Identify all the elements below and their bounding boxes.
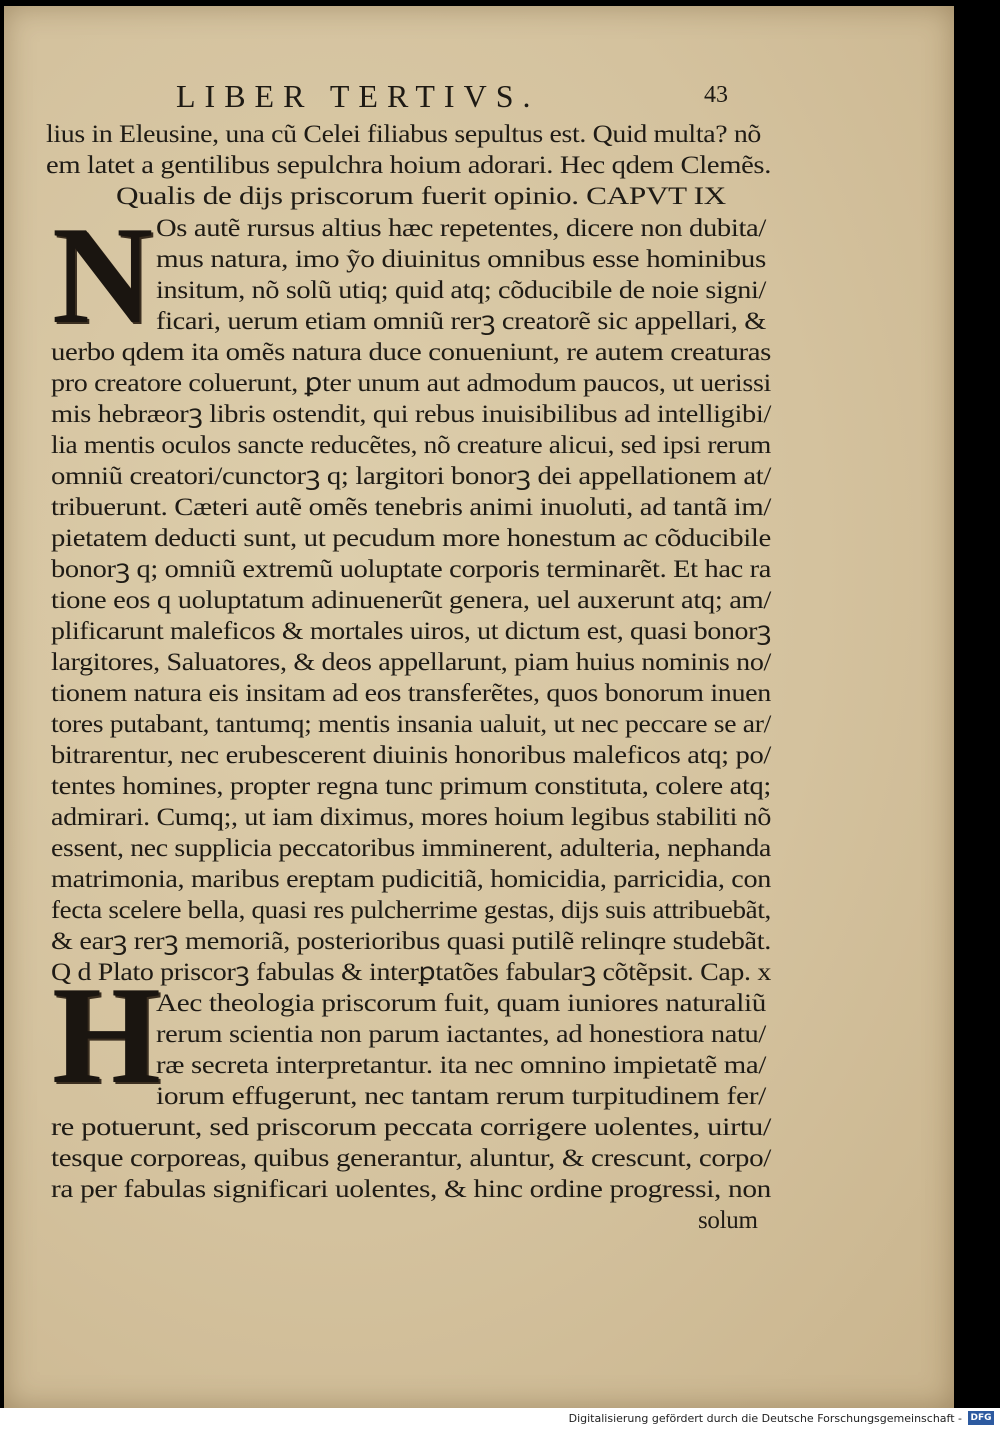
text-line: tionem natura eis insitam ad eos transferẽtes, quos bonorum inuen bbox=[51, 680, 771, 707]
footer-bar bbox=[0, 1408, 1000, 1430]
text-line: tesque corporeas, quibus generantur, aluntur, & crescunt, corpo/ bbox=[51, 1145, 771, 1172]
text-line: pro creatore coluerunt, ꝑter unum aut admodum paucos, ut uerissi bbox=[51, 370, 771, 397]
text-line: tentes homines, propter regna tunc primum constituta, colere atq; bbox=[51, 773, 771, 800]
book-page bbox=[4, 6, 954, 1408]
drop-cap-n: N bbox=[52, 198, 154, 353]
funding-note: Digitalisierung gefördert durch die Deutsche Forschungsgemeinschaft - bbox=[568, 1412, 962, 1425]
text-line: iorum effugerunt, nec tantam rerum turpitudinem fer/ bbox=[156, 1083, 766, 1110]
text-line: pietatem deducti sunt, ut pecudum more honestum ac cõducibile bbox=[51, 525, 771, 552]
text-line: plificarunt maleficos & mortales uiros, ut dictum est, quasi bonorꝫ bbox=[51, 618, 771, 645]
text-line: uerbo qdem ita omẽs natura duce conueniunt, re autem creaturas bbox=[51, 339, 771, 366]
text-line: ficari, uerum etiam omniũ rerꝫ creatorẽ sic appellari, & bbox=[156, 308, 766, 335]
text-line: & earꝫ rerꝫ memoriã, posterioribus quasi putilẽ relinqre studebãt. bbox=[51, 928, 771, 955]
text-line: em latet a gentilibus sepulchra hoium adorari. Hec qdem Clemẽs. bbox=[46, 152, 772, 179]
text-line: mis hebræorꝫ libris ostendit, qui rebus inuisibilibus ad intelligibi/ bbox=[51, 401, 771, 428]
text-line: tores putabant, tantumq; mentis insania ualuit, ut nec peccare se ar/ bbox=[51, 711, 772, 738]
drop-cap-h: H bbox=[52, 958, 161, 1113]
text-line: fecta scelere bella, quasi res pulcherrime gestas, dijs suis attribuebãt, bbox=[51, 897, 771, 924]
text-line: ra per fabulas significari uolentes, & hinc ordine progressi, non bbox=[51, 1176, 771, 1203]
text-line: Os autẽ rursus altius hæc repetentes, dicere non dubita/ bbox=[156, 215, 766, 242]
text-line: mus natura, imo ỹo diuinitus omnibus esse hominibus bbox=[156, 246, 766, 273]
text-line: essent, nec supplicia peccatoribus imminerent, adulteria, nephanda bbox=[51, 835, 771, 862]
running-head: LIBER TERTIVS. bbox=[176, 78, 540, 114]
body-text bbox=[4, 6, 954, 1408]
catchword: solum bbox=[698, 1207, 758, 1234]
text-line: omniũ creatori/cunctorꝫ q; largitori bonorꝫ dei appellationem at/ bbox=[51, 463, 771, 490]
text-line: Aec theologia priscorum fuit, quam iuniores naturaliũ bbox=[156, 990, 766, 1017]
text-line: tribuerunt. Cæteri autẽ omẽs tenebris animi inuoluti, ad tantã im/ bbox=[51, 494, 771, 521]
text-line: admirari. Cumq;, ut iam diximus, mores hoium legibus stabiliti nõ bbox=[51, 804, 771, 831]
text-line: rerum scientia non parum iactantes, ad honestiora natu/ bbox=[156, 1021, 766, 1048]
chapter-heading: Q d Plato priscorꝫ fabulas & interꝑtatões fabularꝫ cõtẽpsit. Cap. x bbox=[51, 959, 771, 986]
text-line: insitum, nõ solũ utiq; quid atq; cõducibile de noie signi/ bbox=[156, 277, 766, 304]
text-line: ræ secreta interpretantur. ita nec omnino impietatẽ ma/ bbox=[156, 1052, 766, 1079]
page-number: 43 bbox=[704, 82, 728, 108]
text-line: lius in Eleusine, una cũ Celei filiabus sepultus est. Quid multa? nõ bbox=[46, 121, 761, 148]
chapter-heading: Qualis de dijs priscorum fuerit opinio. CAPVT IX bbox=[116, 183, 726, 210]
text-line: re potuerunt, sed priscorum peccata corrigere uolentes, uirtu/ bbox=[51, 1114, 771, 1141]
text-line: bonorꝫ q; omniũ extremũ uoluptate corporis terminarẽt. Et hac ra bbox=[51, 556, 771, 583]
text-line: matrimonia, maribus ereptam pudicitiã, homicidia, parricidia, con bbox=[51, 866, 771, 893]
text-line: lia mentis oculos sancte reducẽtes, nõ creature alicui, sed ipsi rerum bbox=[51, 432, 771, 459]
text-line: bitrarentur, nec erubescerent diuinis honoribus maleficos atq; po/ bbox=[51, 742, 771, 769]
text-line: tione eos q uoluptatum adinuenerũt genera, uel auxerunt atq; am/ bbox=[51, 587, 771, 614]
text-line: largitores, Saluatores, & deos appellarunt, piam huius nominis no/ bbox=[51, 649, 771, 676]
dfg-logo: DFG bbox=[968, 1411, 994, 1425]
